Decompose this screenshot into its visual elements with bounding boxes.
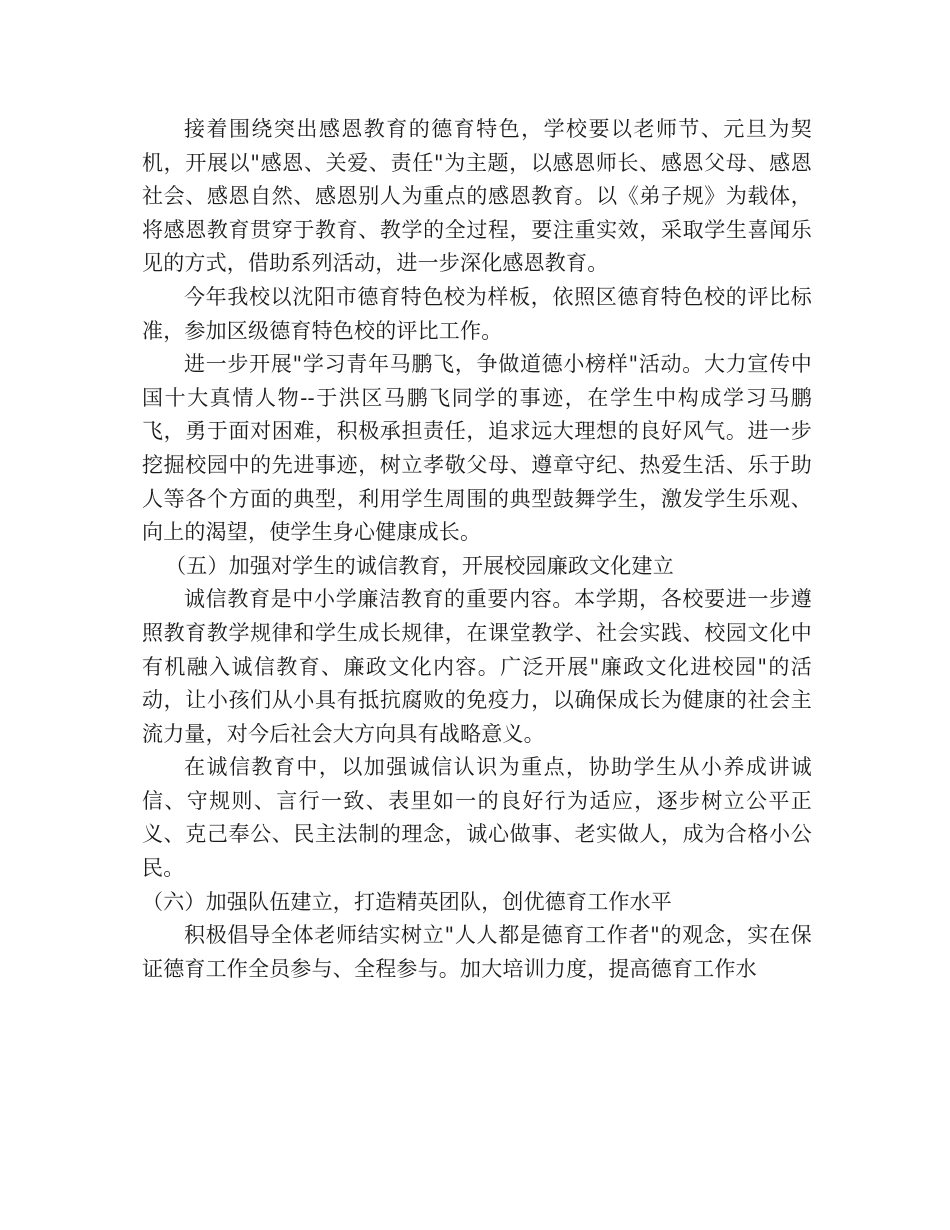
document-page: [142, 113, 812, 986]
body-paragraph: 在诚信教育中，以加强诚信认识为重点，协助学生从小养成讲诚信、守规则、言行一致、表里如一的良好行为适应，逐步树立公平正义、克己奉公、民主法制的理念，诚心做事、老实做人，成为合格小公民。: [142, 755, 812, 881]
section-heading-6: （六）加强队伍建立，打造精英团队，创优德育工作水平: [142, 889, 672, 914]
section-heading-5: （五）加强对学生的诚信教育，开展校园廉政文化建立: [165, 553, 674, 578]
body-paragraph: 诚信教育是中小学廉洁教育的重要内容。本学期，各校要进一步遵照教育教学规律和学生成长规律，在课堂教学、社会实践、校园文化中有机融入诚信教育、廉政文化内容。广泛开展"廉政文化进校园"的活动，让小孩们从小具有抵抗腐败的免疫力，以确保成长为健康的社会主流力量，对今后社会大方向具有战略意义。: [142, 587, 812, 746]
body-paragraph: 进一步开展"学习青年马鹏飞，争做道德小榜样"活动。大力宣传中国十大真情人物--于洪区马鹏飞同学的事迹，在学生中构成学习马鹏飞，勇于面对困难，积极承担责任，追求远大理想的良好风气。进一步挖掘校园中的先进事迹，树立孝敬父母、遵章守纪、热爱生活、乐于助人等各个方面的典型，利用学生周围的典型鼓舞学生，激发学生乐观、向上的渴望，使学生身心健康成长。: [142, 352, 812, 545]
body-paragraph: 接着围绕突出感恩教育的德育特色，学校要以老师节、元旦为契机，开展以"感恩、关爱、责任"为主题，以感恩师长、感恩父母、感恩社会、感恩自然、感恩别人为重点的感恩教育。以《弟子规》为载体，将感恩教育贯穿于教育、教学的全过程，要注重实效，采取学生喜闻乐见的方式，借助系列活动，进一步深化感恩教育。: [142, 117, 812, 276]
body-paragraph: 积极倡导全体老师结实树立"人人都是德育工作者"的观念，实在保证德育工作全员参与、全程参与。加大培训力度，提高德育工作水: [142, 923, 812, 981]
body-paragraph: 今年我校以沈阳市德育特色校为样板，依照区德育特色校的评比标准，参加区级德育特色校的评比工作。: [142, 284, 812, 343]
